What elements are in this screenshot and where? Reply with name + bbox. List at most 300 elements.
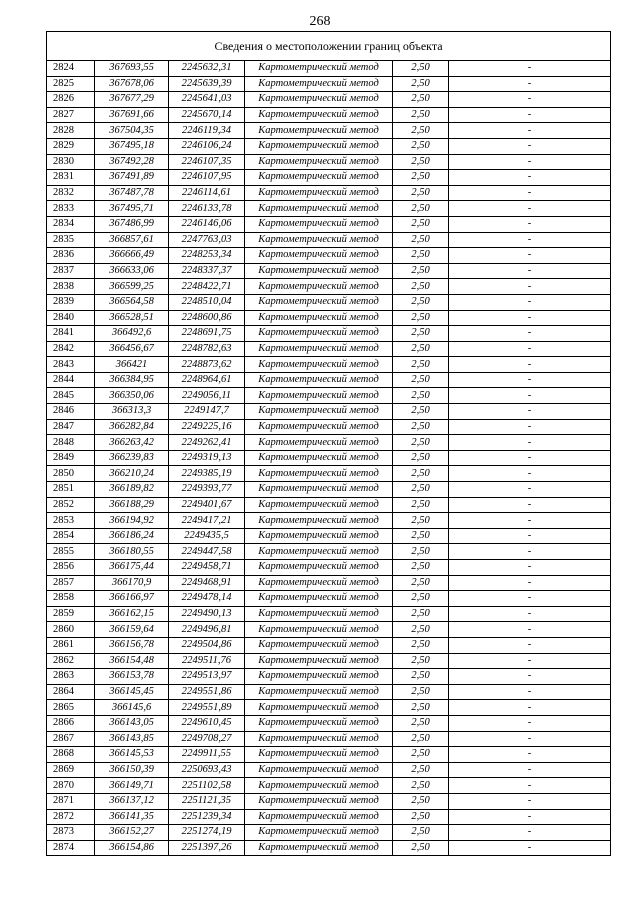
precision-cell: 2,50 — [393, 669, 449, 685]
precision-cell: 2,50 — [393, 606, 449, 622]
page-number: 268 — [309, 14, 331, 29]
point-id-cell: 2863 — [47, 669, 95, 685]
table-row — [47, 809, 611, 825]
method-cell: Картометрический метод — [245, 669, 393, 685]
point-id-cell: 2873 — [47, 825, 95, 841]
method-cell: Картометрический метод — [245, 357, 393, 373]
method-cell: Картометрический метод — [245, 170, 393, 186]
table-row — [47, 840, 611, 856]
precision-cell: 2,50 — [393, 793, 449, 809]
table-row — [47, 123, 611, 139]
note-cell: - — [449, 310, 611, 326]
point-id-cell: 2835 — [47, 232, 95, 248]
x-coordinate-cell: 367693,55 — [95, 61, 169, 77]
point-id-cell: 2837 — [47, 263, 95, 279]
method-cell: Картометрический метод — [245, 61, 393, 77]
table-row — [47, 497, 611, 513]
precision-cell: 2,50 — [393, 170, 449, 186]
method-cell: Картометрический метод — [245, 263, 393, 279]
precision-cell: 2,50 — [393, 263, 449, 279]
note-cell: - — [449, 482, 611, 498]
note-cell: - — [449, 419, 611, 435]
note-cell: - — [449, 61, 611, 77]
precision-cell: 2,50 — [393, 715, 449, 731]
y-coordinate-cell: 2249225,16 — [169, 419, 245, 435]
point-id-cell: 2843 — [47, 357, 95, 373]
x-coordinate-cell: 366153,78 — [95, 669, 169, 685]
y-coordinate-cell: 2249393,77 — [169, 482, 245, 498]
x-coordinate-cell: 366492,6 — [95, 326, 169, 342]
precision-cell: 2,50 — [393, 731, 449, 747]
x-coordinate-cell: 367487,78 — [95, 185, 169, 201]
point-id-cell: 2856 — [47, 560, 95, 576]
y-coordinate-cell: 2249147,7 — [169, 404, 245, 420]
point-id-cell: 2859 — [47, 606, 95, 622]
precision-cell: 2,50 — [393, 544, 449, 560]
method-cell: Картометрический метод — [245, 591, 393, 607]
y-coordinate-cell: 2249458,71 — [169, 560, 245, 576]
x-coordinate-cell: 366210,24 — [95, 466, 169, 482]
y-coordinate-cell: 2246119,34 — [169, 123, 245, 139]
y-coordinate-cell: 2249401,67 — [169, 497, 245, 513]
table-row — [47, 232, 611, 248]
point-id-cell: 2844 — [47, 372, 95, 388]
x-coordinate-cell: 366313,3 — [95, 404, 169, 420]
method-cell: Картометрический метод — [245, 201, 393, 217]
note-cell: - — [449, 435, 611, 451]
method-cell: Картометрический метод — [245, 809, 393, 825]
note-cell: - — [449, 793, 611, 809]
precision-cell: 2,50 — [393, 76, 449, 92]
point-id-cell: 2836 — [47, 248, 95, 264]
note-cell: - — [449, 840, 611, 856]
point-id-cell: 2852 — [47, 497, 95, 513]
y-coordinate-cell: 2245641,03 — [169, 92, 245, 108]
table-row — [47, 762, 611, 778]
x-coordinate-cell: 367495,18 — [95, 138, 169, 154]
x-coordinate-cell: 366599,25 — [95, 279, 169, 295]
y-coordinate-cell: 2248782,63 — [169, 341, 245, 357]
note-cell: - — [449, 372, 611, 388]
method-cell: Картометрический метод — [245, 185, 393, 201]
x-coordinate-cell: 366152,27 — [95, 825, 169, 841]
point-id-cell: 2864 — [47, 684, 95, 700]
table-row — [47, 185, 611, 201]
note-cell: - — [449, 809, 611, 825]
table-row — [47, 778, 611, 794]
x-coordinate-cell: 366564,58 — [95, 294, 169, 310]
point-id-cell: 2833 — [47, 201, 95, 217]
note-cell: - — [449, 123, 611, 139]
point-id-cell: 2860 — [47, 622, 95, 638]
y-coordinate-cell: 2249385,19 — [169, 466, 245, 482]
x-coordinate-cell: 366137,12 — [95, 793, 169, 809]
y-coordinate-cell: 2248691,75 — [169, 326, 245, 342]
note-cell: - — [449, 513, 611, 529]
point-id-cell: 2855 — [47, 544, 95, 560]
note-cell: - — [449, 591, 611, 607]
y-coordinate-cell: 2251239,34 — [169, 809, 245, 825]
point-id-cell: 2871 — [47, 793, 95, 809]
y-coordinate-cell: 2248253,34 — [169, 248, 245, 264]
x-coordinate-cell: 366188,29 — [95, 497, 169, 513]
y-coordinate-cell: 2246106,24 — [169, 138, 245, 154]
y-coordinate-cell: 2248422,71 — [169, 279, 245, 295]
precision-cell: 2,50 — [393, 232, 449, 248]
precision-cell: 2,50 — [393, 279, 449, 295]
precision-cell: 2,50 — [393, 809, 449, 825]
table-row — [47, 341, 611, 357]
table-row — [47, 747, 611, 763]
table-row — [47, 450, 611, 466]
note-cell: - — [449, 185, 611, 201]
x-coordinate-cell: 367691,66 — [95, 107, 169, 123]
precision-cell: 2,50 — [393, 123, 449, 139]
method-cell: Картометрический метод — [245, 232, 393, 248]
method-cell: Картометрический метод — [245, 450, 393, 466]
y-coordinate-cell: 2249551,89 — [169, 700, 245, 716]
y-coordinate-cell: 2249478,14 — [169, 591, 245, 607]
precision-cell: 2,50 — [393, 700, 449, 716]
note-cell: - — [449, 747, 611, 763]
note-cell: - — [449, 170, 611, 186]
method-cell: Картометрический метод — [245, 528, 393, 544]
precision-cell: 2,50 — [393, 482, 449, 498]
method-cell: Картометрический метод — [245, 216, 393, 232]
note-cell: - — [449, 388, 611, 404]
x-coordinate-cell: 366857,61 — [95, 232, 169, 248]
method-cell: Картометрический метод — [245, 154, 393, 170]
point-id-cell: 2825 — [47, 76, 95, 92]
precision-cell: 2,50 — [393, 591, 449, 607]
precision-cell: 2,50 — [393, 513, 449, 529]
y-coordinate-cell: 2251274,19 — [169, 825, 245, 841]
x-coordinate-cell: 366159,64 — [95, 622, 169, 638]
note-cell: - — [449, 731, 611, 747]
table-row — [47, 560, 611, 576]
x-coordinate-cell: 366156,78 — [95, 637, 169, 653]
note-cell: - — [449, 825, 611, 841]
point-id-cell: 2827 — [47, 107, 95, 123]
x-coordinate-cell: 366666,49 — [95, 248, 169, 264]
table-body — [47, 32, 611, 856]
method-cell: Картометрический метод — [245, 482, 393, 498]
y-coordinate-cell: 2251121,35 — [169, 793, 245, 809]
precision-cell: 2,50 — [393, 388, 449, 404]
method-cell: Картометрический метод — [245, 419, 393, 435]
y-coordinate-cell: 2249513,97 — [169, 669, 245, 685]
precision-cell: 2,50 — [393, 372, 449, 388]
note-cell: - — [449, 232, 611, 248]
x-coordinate-cell: 366263,42 — [95, 435, 169, 451]
method-cell: Картометрический метод — [245, 372, 393, 388]
precision-cell: 2,50 — [393, 216, 449, 232]
point-id-cell: 2845 — [47, 388, 95, 404]
point-id-cell: 2865 — [47, 700, 95, 716]
precision-cell: 2,50 — [393, 466, 449, 482]
x-coordinate-cell: 366154,86 — [95, 840, 169, 856]
boundary-table — [46, 31, 611, 856]
precision-cell: 2,50 — [393, 92, 449, 108]
method-cell: Картометрический метод — [245, 731, 393, 747]
point-id-cell: 2851 — [47, 482, 95, 498]
table-row — [47, 575, 611, 591]
point-id-cell: 2869 — [47, 762, 95, 778]
note-cell: - — [449, 528, 611, 544]
y-coordinate-cell: 2248510,04 — [169, 294, 245, 310]
x-coordinate-cell: 366528,51 — [95, 310, 169, 326]
method-cell: Картометрический метод — [245, 404, 393, 420]
note-cell: - — [449, 575, 611, 591]
x-coordinate-cell: 366154,48 — [95, 653, 169, 669]
table-row — [47, 107, 611, 123]
y-coordinate-cell: 2245639,39 — [169, 76, 245, 92]
y-coordinate-cell: 2249496,81 — [169, 622, 245, 638]
y-coordinate-cell: 2248600,86 — [169, 310, 245, 326]
x-coordinate-cell: 366189,82 — [95, 482, 169, 498]
table-row — [47, 435, 611, 451]
precision-cell: 2,50 — [393, 622, 449, 638]
point-id-cell: 2839 — [47, 294, 95, 310]
x-coordinate-cell: 366194,92 — [95, 513, 169, 529]
note-cell: - — [449, 138, 611, 154]
y-coordinate-cell: 2246114,61 — [169, 185, 245, 201]
x-coordinate-cell: 366162,15 — [95, 606, 169, 622]
precision-cell: 2,50 — [393, 404, 449, 420]
x-coordinate-cell: 366145,45 — [95, 684, 169, 700]
method-cell: Картометрический метод — [245, 778, 393, 794]
note-cell: - — [449, 560, 611, 576]
point-id-cell: 2841 — [47, 326, 95, 342]
precision-cell: 2,50 — [393, 138, 449, 154]
table-row — [47, 294, 611, 310]
method-cell: Картометрический метод — [245, 310, 393, 326]
note-cell: - — [449, 154, 611, 170]
x-coordinate-cell: 367495,71 — [95, 201, 169, 217]
x-coordinate-cell: 366166,97 — [95, 591, 169, 607]
x-coordinate-cell: 366143,85 — [95, 731, 169, 747]
x-coordinate-cell: 366350,06 — [95, 388, 169, 404]
method-cell: Картометрический метод — [245, 92, 393, 108]
method-cell: Картометрический метод — [245, 341, 393, 357]
precision-cell: 2,50 — [393, 326, 449, 342]
note-cell: - — [449, 778, 611, 794]
y-coordinate-cell: 2249056,11 — [169, 388, 245, 404]
precision-cell: 2,50 — [393, 107, 449, 123]
table-row — [47, 216, 611, 232]
precision-cell: 2,50 — [393, 840, 449, 856]
x-coordinate-cell: 366180,55 — [95, 544, 169, 560]
point-id-cell: 2857 — [47, 575, 95, 591]
y-coordinate-cell: 2246107,35 — [169, 154, 245, 170]
method-cell: Картометрический метод — [245, 793, 393, 809]
y-coordinate-cell: 2247763,03 — [169, 232, 245, 248]
precision-cell: 2,50 — [393, 762, 449, 778]
note-cell: - — [449, 107, 611, 123]
precision-cell: 2,50 — [393, 154, 449, 170]
table-row — [47, 310, 611, 326]
table-row — [47, 372, 611, 388]
table-title: Сведения о местоположении границ объекта — [47, 32, 611, 61]
x-coordinate-cell: 367678,06 — [95, 76, 169, 92]
method-cell: Картометрический метод — [245, 762, 393, 778]
point-id-cell: 2840 — [47, 310, 95, 326]
point-id-cell: 2830 — [47, 154, 95, 170]
precision-cell: 2,50 — [393, 684, 449, 700]
point-id-cell: 2829 — [47, 138, 95, 154]
precision-cell: 2,50 — [393, 528, 449, 544]
method-cell: Картометрический метод — [245, 622, 393, 638]
note-cell: - — [449, 466, 611, 482]
y-coordinate-cell: 2249447,58 — [169, 544, 245, 560]
table-row — [47, 482, 611, 498]
point-id-cell: 2842 — [47, 341, 95, 357]
precision-cell: 2,50 — [393, 185, 449, 201]
y-coordinate-cell: 2245670,14 — [169, 107, 245, 123]
table-row — [47, 606, 611, 622]
table-row — [47, 700, 611, 716]
table-row — [47, 544, 611, 560]
precision-cell: 2,50 — [393, 825, 449, 841]
method-cell: Картометрический метод — [245, 248, 393, 264]
note-cell: - — [449, 715, 611, 731]
x-coordinate-cell: 366170,9 — [95, 575, 169, 591]
table-row — [47, 404, 611, 420]
y-coordinate-cell: 2248964,61 — [169, 372, 245, 388]
table-row — [47, 715, 611, 731]
precision-cell: 2,50 — [393, 653, 449, 669]
table-row — [47, 170, 611, 186]
x-coordinate-cell: 366421 — [95, 357, 169, 373]
table-row — [47, 357, 611, 373]
y-coordinate-cell: 2249262,41 — [169, 435, 245, 451]
table-row — [47, 684, 611, 700]
precision-cell: 2,50 — [393, 419, 449, 435]
method-cell: Картометрический метод — [245, 123, 393, 139]
note-cell: - — [449, 450, 611, 466]
table-row — [47, 279, 611, 295]
note-cell: - — [449, 497, 611, 513]
point-id-cell: 2834 — [47, 216, 95, 232]
note-cell: - — [449, 637, 611, 653]
method-cell: Картометрический метод — [245, 326, 393, 342]
table-row — [47, 669, 611, 685]
table-row — [47, 466, 611, 482]
point-id-cell: 2848 — [47, 435, 95, 451]
method-cell: Картометрический метод — [245, 513, 393, 529]
y-coordinate-cell: 2249708,27 — [169, 731, 245, 747]
table-row — [47, 92, 611, 108]
y-coordinate-cell: 2249490,13 — [169, 606, 245, 622]
method-cell: Картометрический метод — [245, 544, 393, 560]
precision-cell: 2,50 — [393, 637, 449, 653]
method-cell: Картометрический метод — [245, 107, 393, 123]
x-coordinate-cell: 366384,95 — [95, 372, 169, 388]
x-coordinate-cell: 366149,71 — [95, 778, 169, 794]
y-coordinate-cell: 2249504,86 — [169, 637, 245, 653]
x-coordinate-cell: 366141,35 — [95, 809, 169, 825]
x-coordinate-cell: 366239,83 — [95, 450, 169, 466]
precision-cell: 2,50 — [393, 341, 449, 357]
x-coordinate-cell: 367677,29 — [95, 92, 169, 108]
y-coordinate-cell: 2246133,78 — [169, 201, 245, 217]
table-row — [47, 731, 611, 747]
table-row — [47, 388, 611, 404]
method-cell: Картометрический метод — [245, 279, 393, 295]
point-id-cell: 2853 — [47, 513, 95, 529]
table-row — [47, 248, 611, 264]
precision-cell: 2,50 — [393, 310, 449, 326]
table-row — [47, 76, 611, 92]
method-cell: Картометрический метод — [245, 575, 393, 591]
note-cell: - — [449, 92, 611, 108]
note-cell: - — [449, 684, 611, 700]
precision-cell: 2,50 — [393, 778, 449, 794]
point-id-cell: 2867 — [47, 731, 95, 747]
table-row — [47, 653, 611, 669]
note-cell: - — [449, 700, 611, 716]
method-cell: Картометрический метод — [245, 497, 393, 513]
method-cell: Картометрический метод — [245, 560, 393, 576]
point-id-cell: 2874 — [47, 840, 95, 856]
y-coordinate-cell: 2246107,95 — [169, 170, 245, 186]
point-id-cell: 2824 — [47, 61, 95, 77]
table-row — [47, 201, 611, 217]
table-row — [47, 263, 611, 279]
note-cell: - — [449, 357, 611, 373]
precision-cell: 2,50 — [393, 435, 449, 451]
point-id-cell: 2846 — [47, 404, 95, 420]
table-row — [47, 513, 611, 529]
note-cell: - — [449, 669, 611, 685]
x-coordinate-cell: 367492,28 — [95, 154, 169, 170]
note-cell: - — [449, 606, 611, 622]
point-id-cell: 2850 — [47, 466, 95, 482]
note-cell: - — [449, 622, 611, 638]
point-id-cell: 2831 — [47, 170, 95, 186]
method-cell: Картометрический метод — [245, 466, 393, 482]
method-cell: Картометрический метод — [245, 840, 393, 856]
point-id-cell: 2832 — [47, 185, 95, 201]
y-coordinate-cell: 2249511,76 — [169, 653, 245, 669]
precision-cell: 2,50 — [393, 560, 449, 576]
x-coordinate-cell: 366175,44 — [95, 560, 169, 576]
point-id-cell: 2861 — [47, 637, 95, 653]
note-cell: - — [449, 294, 611, 310]
y-coordinate-cell: 2250693,43 — [169, 762, 245, 778]
method-cell: Картометрический метод — [245, 637, 393, 653]
method-cell: Картометрический метод — [245, 388, 393, 404]
note-cell: - — [449, 201, 611, 217]
method-cell: Картометрический метод — [245, 294, 393, 310]
y-coordinate-cell: 2245632,31 — [169, 61, 245, 77]
point-id-cell: 2826 — [47, 92, 95, 108]
note-cell: - — [449, 216, 611, 232]
y-coordinate-cell: 2249319,13 — [169, 450, 245, 466]
method-cell: Картометрический метод — [245, 138, 393, 154]
precision-cell: 2,50 — [393, 294, 449, 310]
precision-cell: 2,50 — [393, 201, 449, 217]
method-cell: Картометрический метод — [245, 653, 393, 669]
x-coordinate-cell: 366456,67 — [95, 341, 169, 357]
point-id-cell: 2870 — [47, 778, 95, 794]
note-cell: - — [449, 762, 611, 778]
note-cell: - — [449, 341, 611, 357]
table-row — [47, 622, 611, 638]
precision-cell: 2,50 — [393, 450, 449, 466]
table-row — [47, 637, 611, 653]
y-coordinate-cell: 2246146,06 — [169, 216, 245, 232]
